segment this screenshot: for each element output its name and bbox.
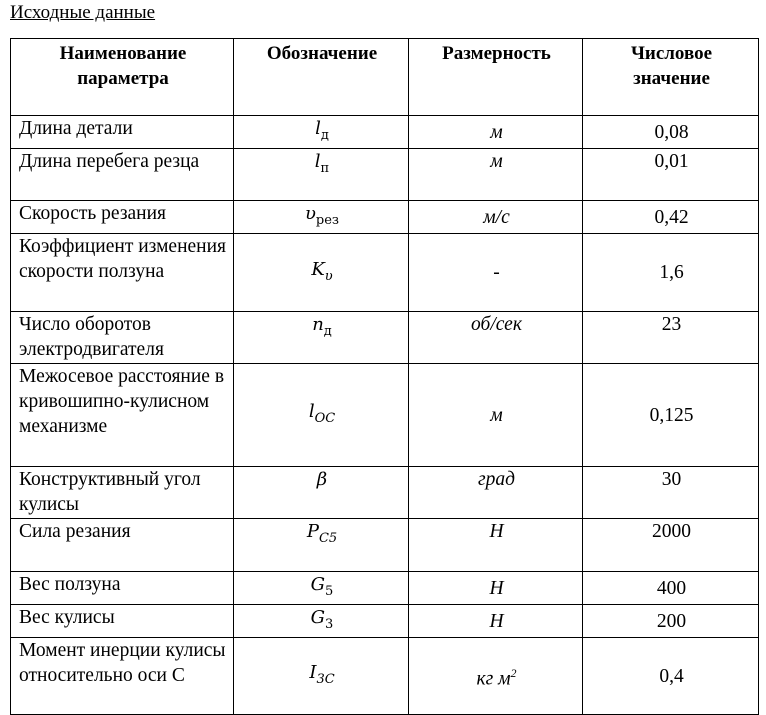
- param-value: 0,42: [583, 201, 759, 234]
- param-symbol: $I_{3C}$: [234, 638, 409, 715]
- param-symbol: $G_5$: [234, 572, 409, 605]
- param-name: Коэффициент изменения скорости ползуна: [11, 234, 234, 312]
- table-header-row: [11, 39, 759, 116]
- param-symbol: $l_п$: [234, 149, 409, 201]
- param-value: 0,08: [583, 116, 759, 149]
- param-name: Момент инерции кулисы относительно оси С: [11, 638, 234, 715]
- param-symbol: β: [234, 467, 409, 519]
- param-name: Вес ползуна: [11, 572, 234, 605]
- header-unit: Размерность: [409, 39, 583, 116]
- param-unit: кг $м^2$: [409, 638, 583, 715]
- param-name: Число оборотов электродвигателя: [11, 312, 234, 364]
- param-unit: H: [409, 572, 583, 605]
- param-name: Длина детали: [11, 116, 234, 149]
- param-unit: м: [409, 116, 583, 149]
- table-row: [11, 605, 759, 638]
- param-value: 2000: [583, 519, 759, 572]
- param-value: 200: [583, 605, 759, 638]
- param-name: Вес кулисы: [11, 605, 234, 638]
- table-row: [11, 116, 759, 149]
- table-row: [11, 572, 759, 605]
- table-row: [11, 364, 759, 467]
- param-unit: H: [409, 605, 583, 638]
- table-row: [11, 312, 759, 364]
- param-value: 30: [583, 467, 759, 519]
- param-name: Конструктивный угол кулисы: [11, 467, 234, 519]
- table-row: [11, 467, 759, 519]
- table-row: [11, 638, 759, 715]
- param-symbol: $l_д$: [234, 116, 409, 149]
- param-name: Длина перебега резца: [11, 149, 234, 201]
- table-row: [11, 201, 759, 234]
- param-symbol: $l_{OC}$: [234, 364, 409, 467]
- header-symbol: Обозначение: [234, 39, 409, 116]
- param-value: 0,125: [583, 364, 759, 467]
- param-name: Межосевое расстояние в кривошипно-кулисном механизме: [11, 364, 234, 467]
- param-value: 0,01: [583, 149, 759, 201]
- table-row: [11, 149, 759, 201]
- param-symbol: $G_3$: [234, 605, 409, 638]
- parameters-table: [10, 38, 759, 715]
- table-row: [11, 234, 759, 312]
- param-unit: град: [409, 467, 583, 519]
- param-unit: м: [409, 149, 583, 201]
- param-value: 0,4: [583, 638, 759, 715]
- param-symbol: $\upsilon_{рез}$: [234, 201, 409, 234]
- param-value: 400: [583, 572, 759, 605]
- param-unit: об/сек: [409, 312, 583, 364]
- param-value: 1,6: [583, 234, 759, 312]
- header-value: Числовое значение: [583, 39, 759, 116]
- param-value: 23: [583, 312, 759, 364]
- table-row: [11, 519, 759, 572]
- param-unit: -: [409, 234, 583, 312]
- param-name: Скорость резания: [11, 201, 234, 234]
- param-symbol: $K_\upsilon$: [234, 234, 409, 312]
- param-unit: H: [409, 519, 583, 572]
- header-name: Наименование параметра: [11, 39, 234, 116]
- param-unit: м/с: [409, 201, 583, 234]
- param-symbol: $n_д$: [234, 312, 409, 364]
- param-unit: м: [409, 364, 583, 467]
- param-symbol: $P_{C5}$: [234, 519, 409, 572]
- param-name: Сила резания: [11, 519, 234, 572]
- table-caption: Исходные данные: [10, 2, 156, 23]
